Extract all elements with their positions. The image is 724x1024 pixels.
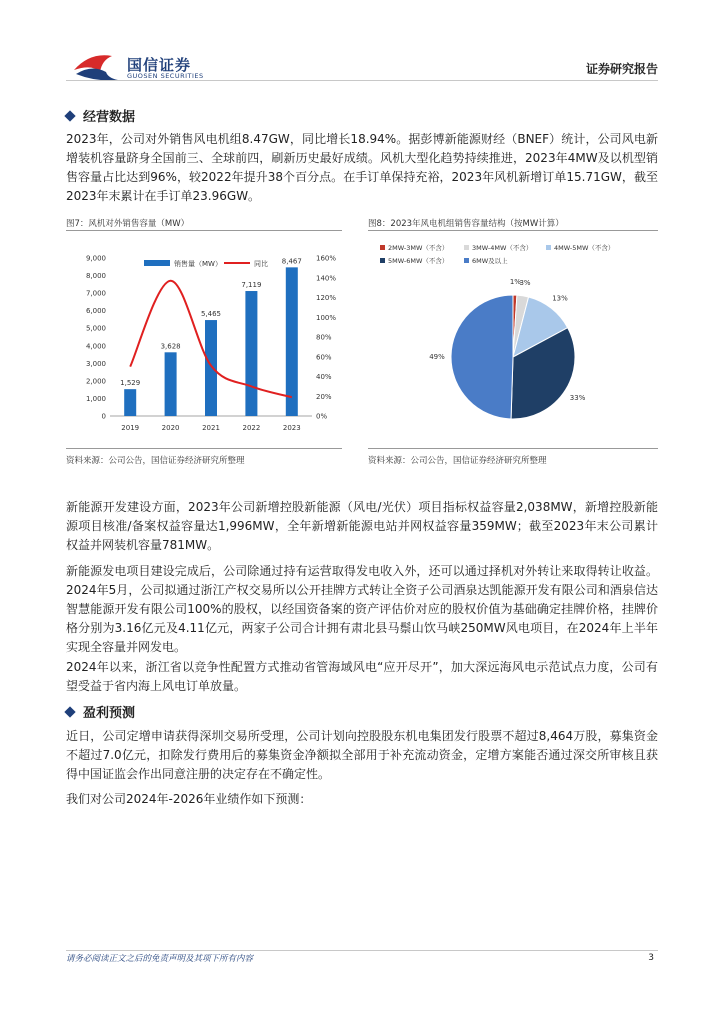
legend-swatch [380,245,385,250]
pie-data-label: 1% [509,278,521,287]
left-axis-tick-label: 6,000 [85,307,106,316]
legend-label: 3MW-4MW（不含） [472,244,533,252]
disclaimer-text: 请务必阅读正文之后的免责声明及其项下所有内容 [66,954,254,964]
forecast-paragraph: 近日，公司定增申请获得深圳交易所受理，公司计划向控股股东机电集团发行股票不超过8,464万股，募集资金不超过7.0亿元，扣除发行费用后的募集资金净额拟全部用于补充流动资金，定增方案能否通过深交所审核且获得中国证监会作出同意注册的决定存在不确定性。 [66,729,658,781]
report-type: 证券研究报告 [585,62,658,76]
x-axis-tick-label: 2022 [242,424,261,432]
legend-swatch [380,258,385,263]
legend-swatch [464,245,469,250]
legend-swatch [546,245,551,250]
fig7-top-rule [66,230,342,231]
left-axis-tick-label: 3,000 [85,359,106,368]
section-title-ops: 经营数据 [66,106,135,125]
legend-label: 6MW及以上 [472,257,508,265]
pie-data-label: 3% [519,278,531,287]
x-axis-tick-label: 2023 [282,424,301,432]
legend-bar-swatch [144,260,170,266]
fig7-chart [66,232,342,446]
page-number: 3 [648,953,654,963]
legend-swatch [464,258,469,263]
transfer-paragraph: 新能源发电项目建设完成后，公司除通过持有运营取得发电收入外，还可以通过择机对外转让来取得转让收益。2024年5月，公司拟通过浙江产权交易所以公开挂牌方式转让全资子公司酒泉达凯能源开发有限公司和酒泉信达智慧能源开发有限公司100%的股权，以经国资备案的资产评估价对应的股权价值为基础确定挂牌价格，挂牌价格分别为3.16亿元及4.11亿元，两家子公司合计拥有肃北县马鬃山饮马峡250MW风电项目，在2024年上半年实现全容量并网发电。 [66,564,658,654]
bar [205,320,217,416]
right-axis-tick-label: 40% [316,373,332,381]
left-axis-tick-label: 8,000 [85,272,106,281]
pie-slice [451,295,513,419]
bar-data-label: 7,119 [241,281,262,290]
left-axis-tick-label: 7,000 [85,289,106,298]
legend-bar-label: 销售量（MW） [174,260,222,268]
x-axis-tick-label: 2019 [121,424,140,432]
ops-paragraph: 2023年，公司对外销售风电机组8.47GW，同比增长18.94%。据彭博新能源财经（BNEF）统计，公司风电新增装机容量跻身全国前三、全球前四，刷新历史最好成绩。风机大型化趋势持续推进，2023年4MW及以机型销售容量占比达到96%，较2022年提升38个百分点。在手订单保持充裕，2023年风机新增订单15.71GW，截至2023年末累计在手订单23.96GW。 [66,132,658,203]
legend-label: 4MW-5MW（不含） [554,244,615,252]
right-axis-tick-label: 60% [316,353,332,362]
bar [165,352,177,416]
fig7-source: 资料来源：公司公告，国信证券经济研究所整理 [66,456,245,466]
fig8-top-rule [368,230,658,231]
right-axis-tick-label: 120% [316,294,337,302]
diamond-bullet-icon [64,706,75,717]
pie-data-label: 49% [429,352,445,361]
diamond-bullet-icon [64,110,75,121]
fig8-title: 图8：2023年风电机组销售容量结构（按MW计算） [368,219,564,229]
bar [286,267,298,416]
left-axis-tick-label: 5,000 [85,324,106,333]
pie-data-label: 33% [569,394,586,403]
x-axis-tick-label: 2021 [202,424,220,432]
legend-line-label: 同比 [254,260,268,268]
logo-text-en: GUOSEN SECURITIES [127,72,204,80]
x-axis-tick-label: 2020 [161,424,180,432]
pie-data-label: 13% [552,294,568,303]
right-axis-tick-label: 160% [316,254,337,263]
right-axis-tick-label: 80% [316,333,332,342]
left-axis-tick-label: 1,000 [85,394,106,403]
bar-data-label: 5,465 [200,310,222,319]
left-axis-tick-label: 9,000 [85,254,106,263]
bar [245,291,257,416]
fig7-bottom-rule [66,448,342,449]
right-axis-tick-label: 0% [316,412,328,421]
bar-data-label: 1,529 [120,379,141,388]
fig8-bottom-rule [368,448,658,449]
bar-data-label: 3,628 [160,342,181,351]
company-logo [72,50,122,82]
logo-mark-icon [72,50,122,82]
bar-data-label: 8,467 [281,257,302,266]
left-axis-tick-label: 2,000 [85,377,106,386]
section-title-forecast: 盈利预测 [66,702,135,721]
footer-divider [66,950,658,951]
logo-text-cn: 国信证券 [127,56,192,74]
right-axis-tick-label: 20% [316,392,332,401]
right-axis-tick-label: 100% [316,313,337,322]
forecast-intro: 我们对公司2024年-2026年业绩作如下预测： [66,792,312,806]
fig8-chart [368,232,658,446]
left-axis-tick-label: 4,000 [85,342,106,351]
legend-label: 5MW-6MW（不含） [388,257,449,265]
offshore-paragraph: 2024年以来，浙江省以竞争性配置方式推动省管海域风电“应开尽开”，加大深远海风电示范试点力度，公司有望受益于省内海上风电订单放量。 [66,660,658,693]
right-axis-tick-label: 140% [316,274,337,283]
fig7-title: 图7：风机对外销售容量（MW） [66,219,190,229]
header-divider [66,80,658,81]
bar [124,389,136,416]
legend-label: 2MW-3MW（不含） [388,244,449,252]
fig8-source: 资料来源：公司公告，国信证券经济研究所整理 [368,456,547,466]
newenergy-paragraph: 新能源开发建设方面，2023年公司新增控股新能源（风电/光伏）项目指标权益容量2,038MW，新增控股新能源项目核准/备案权益容量达1,996MW，全年新增新能源电站并网权益容量359MW；截至2023年末公司累计权益并网装机容量781MW。 [66,500,658,552]
left-axis-tick-label: 0 [101,412,106,421]
